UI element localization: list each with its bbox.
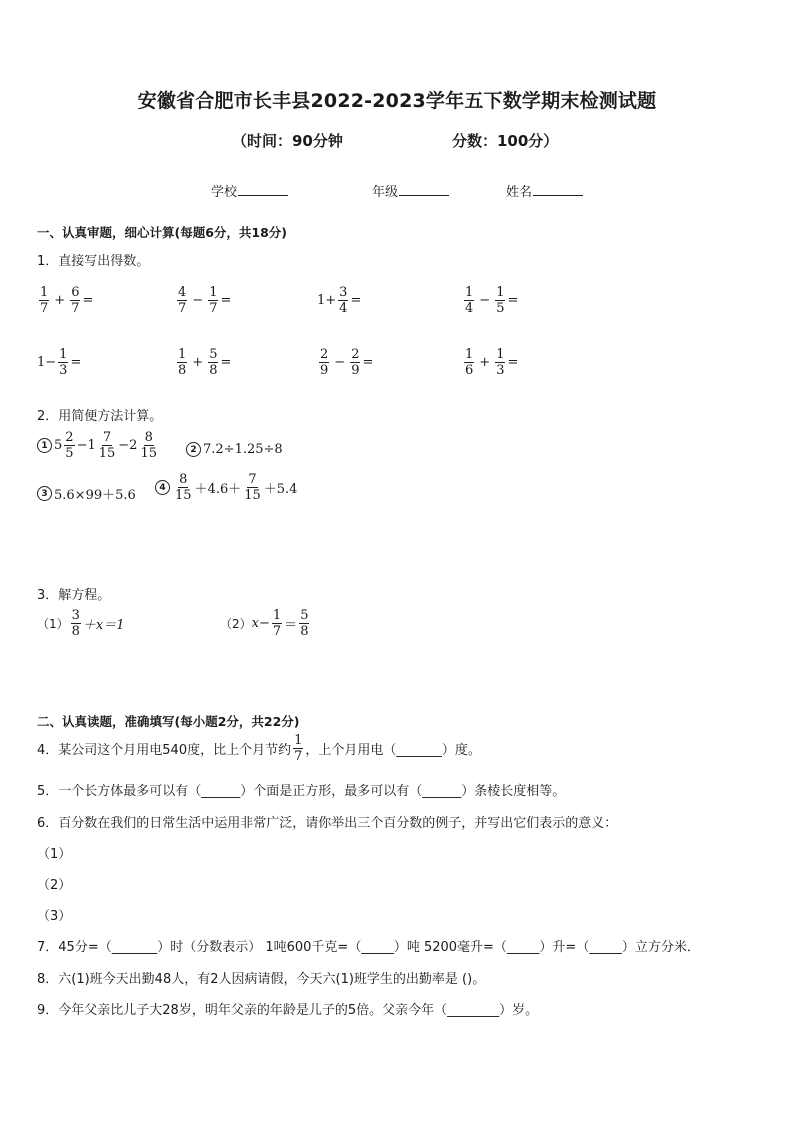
page-title: 安徽省合肥市长丰县2022-2023学年五下数学期末检测试题 [137,90,657,112]
operator: − [258,616,270,631]
fraction: $\frac{1}{3}$ [59,347,68,378]
fraction: $\frac{2}{5}$ [65,430,74,461]
exam-time: （时间：90分钟 [232,132,343,150]
q4 [37,733,481,764]
prefix: 1− [37,355,57,370]
equals-sign: = [362,355,374,370]
q2-part1 [37,430,160,461]
equation-tag: （1） [37,617,69,631]
fraction: $\frac{3}{8}$ [71,608,80,639]
q2-label: 2．用简便方法计算。 [37,409,163,424]
expression: ＋5.4 [263,482,298,497]
equals-sign: = [70,355,82,370]
fraction: $\frac{5}{8}$ [209,347,218,378]
operator: − [192,293,204,308]
equals-sign: = [82,293,94,308]
name-blank[interactable] [533,181,583,196]
fraction: $\frac{1}{6}$ [465,347,474,378]
operator: − [334,355,346,370]
fraction: $\frac{1}{7}$ [272,608,282,639]
fraction: $\frac{1}{7}$ [40,285,49,316]
q7: 7．45分=（_______）时（分数表示） 1吨600千克=（_____）吨 5200毫升=（_____）升=（_____）立方分米． [37,940,700,955]
fraction: $\frac{7}{15}$ [98,430,116,461]
fraction: $\frac{3}{4}$ [339,285,348,316]
q8: 8．六(1)班今天出勤48人，有2人因病请假，今天六(1)班学生的出勤率是 ()。 [37,972,486,987]
section2-heading: 二、认真读题，准确填写(每小题2分，共22分) [37,714,300,729]
school-label: 学校 [211,185,238,200]
equation-tag: （2） [220,617,252,631]
q6: 6．百分数在我们的日常生活中运用非常广泛，请你举出三个百分数的例子，并写出它们表示的意义： [37,816,618,831]
grade-field[interactable] [372,181,449,200]
fraction: $\frac{1}{5}$ [496,285,505,316]
name-field[interactable] [506,181,583,200]
operator: + [192,355,204,370]
operator: + [54,293,66,308]
equals-sign: = [350,293,362,308]
fraction: $\frac{1}{3}$ [496,347,505,378]
operator: − [479,293,491,308]
q6-item-1: （1） [37,847,72,862]
expression: 7.2÷1.25÷8 [203,442,283,457]
whole-part: 5 [54,438,63,453]
fraction: $\frac{8}{15}$ [140,430,157,461]
fraction: $\frac{1}{8}$ [178,347,187,378]
prefix: 1+ [317,293,337,308]
fraction: $\frac{2}{9}$ [351,347,360,378]
grade-blank[interactable] [399,181,449,196]
operator: −2 [118,438,138,453]
q9: 9．今年父亲比儿子大28岁，明年父亲的年龄是儿子的5倍。父亲今年（________）岁。 [37,1003,539,1018]
fraction: $\frac{1}{4}$ [465,285,474,316]
q1-label: 1．直接写出得数。 [37,254,150,269]
fraction: $\frac{7}{15}$ [244,472,261,503]
q1-expression [462,285,518,316]
operator: −1 [76,438,96,453]
school-field[interactable] [211,181,288,200]
q1-expression [317,347,373,378]
q3-equation1 [37,608,125,639]
fraction: $\frac{2}{9}$ [320,347,329,378]
q2-part4 [155,472,297,503]
q1-expression [37,347,81,378]
variable-x: x [251,616,259,631]
fraction: $\frac{1}{7}$ [294,733,303,764]
circled-number: 2 [186,442,201,457]
circled-number: 4 [155,480,170,495]
q2-part3 [37,484,136,503]
q4-text: 4．某公司这个月用电540度，比上个月节约 [37,743,292,758]
equals-sign: = [220,293,232,308]
equals-sign: = [507,293,519,308]
fraction: $\frac{5}{8}$ [300,608,309,639]
operator: + [479,355,491,370]
fraction: $\frac{4}{7}$ [178,285,187,316]
q6-item-3: （3） [37,909,72,924]
name-label: 姓名 [506,185,533,200]
circled-number: 1 [37,438,52,453]
q6-item-2: （2） [37,878,72,893]
q1-expression [317,285,361,316]
circled-number: 3 [37,486,52,501]
q1-expression [175,347,231,378]
expression: 5.6×99＋5.6 [54,488,136,503]
expression: ＋x＝1 [82,618,125,633]
q4-text-tail: ，上个月用电（_______）度。 [305,743,481,758]
q1-expression [175,285,231,316]
q5: 5．一个长方体最多可以有（______）个面是正方形，最多可以有（______）条棱长度相等。 [37,784,566,799]
section1-heading: 一、认真审题，细心计算(每题6分，共18分) [37,225,288,240]
grade-label: 年级 [372,185,399,200]
exam-score: 分数：100分） [452,132,559,150]
equals-sign: = [507,355,519,370]
equals-sign: = [220,355,232,370]
q1-expression [462,347,518,378]
operator: ＝ [284,618,298,633]
q3-equation2 [220,608,311,639]
q3-label: 3．解方程。 [37,588,111,603]
fraction: $\frac{1}{7}$ [209,285,218,316]
expression: ＋4.6＋ [194,482,242,497]
q1-expression [37,285,93,316]
school-blank[interactable] [238,181,288,196]
fraction: $\frac{6}{7}$ [71,285,80,316]
q2-part2 [186,442,283,457]
fraction: $\frac{8}{15}$ [175,472,192,503]
